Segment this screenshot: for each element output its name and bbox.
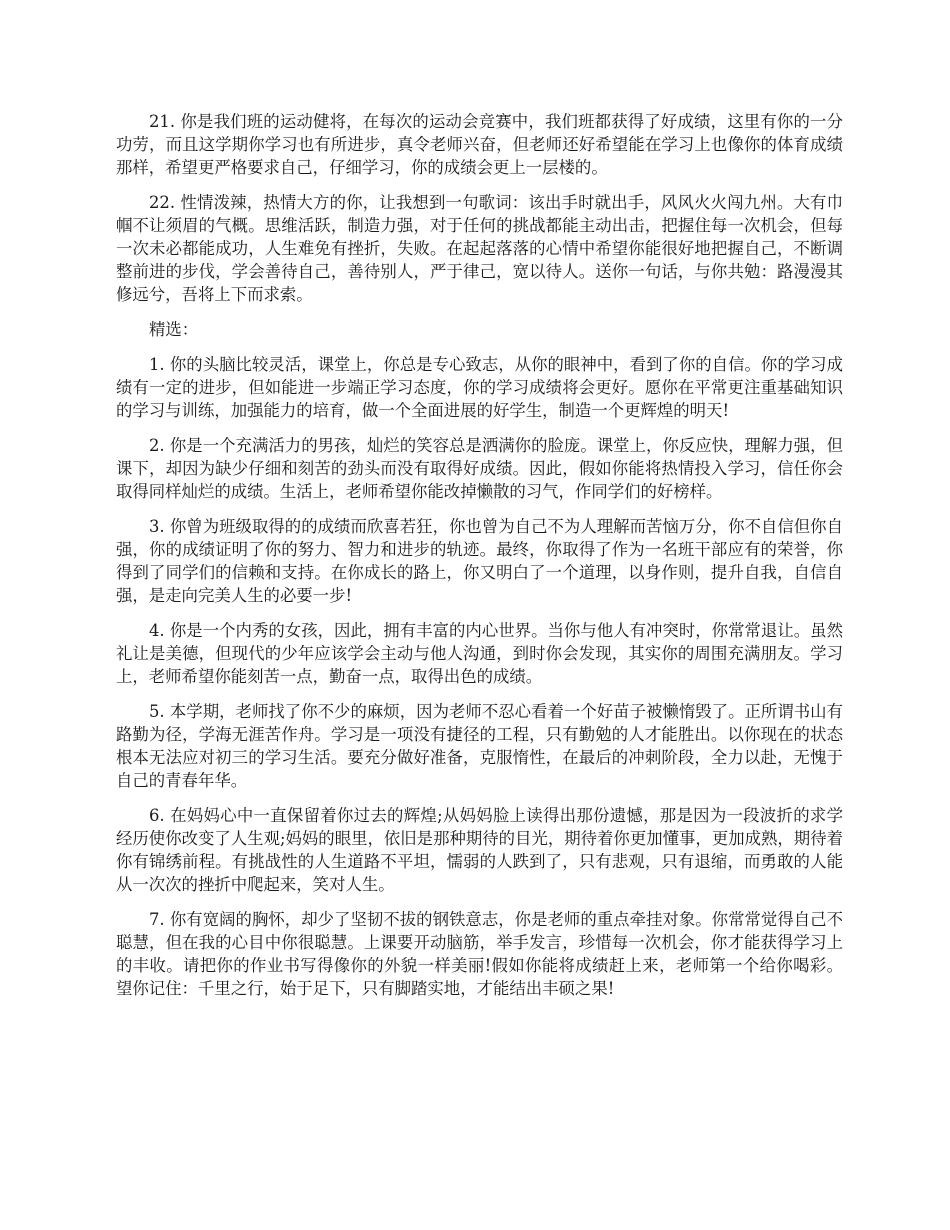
paragraph-selected-5: 5. 本学期，老师找了你不少的麻烦，因为老师不忍心看着一个好苗子被懒惰毁了。正所谓书山有路勤为径，学海无涯苦作舟。学习是一项没有捷径的工程，只有勤勉的人才能胜出。以你现在的状态根本无法应对初三的学习生活。要充分做好准备，克服惰性，在最后的冲刺阶段，全力以赴，无愧于自己的青春年华。 (116, 702, 843, 790)
paragraph-selected-2: 2. 你是一个充满活力的男孩，灿烂的笑容总是洒满你的脸庞。课堂上，你反应快，理解力强，但课下，却因为缺少仔细和刻苦的劲头而没有取得好成绩。因此，假如你能将热情投入学习，信任你会取得同样灿烂的成绩。生活上，老师希望你能改掉懒散的习气，作同学们的好榜样。 (116, 436, 843, 501)
paragraph-22: 22. 性情泼辣，热情大方的你，让我想到一句歌词：该出手时就出手，风风火火闯九州。大有巾帼不让须眉的气概。思维活跃，制造力强，对于任何的挑战都能主动出击，把握住每一次机会，但每一次未必都能成功，人生难免有挫折，失败。在起起落落的心情中希望你能很好地把握自己，不断调整前进的步伐，学会善待自己，善待别人，严于律己，宽以待人。送你一句话，与你共勉：路漫漫其修远兮，吾将上下而求索。 (116, 193, 843, 304)
paragraph-selected-7: 7. 你有宽阔的胸怀，却少了坚韧不拔的钢铁意志，你是老师的重点牵挂对象。你常常觉得自己不聪慧，但在我的心目中你很聪慧。上课要开动脑筋，举手发言，珍惜每一次机会，你才能获得学习上的丰收。请把你的作业书写得像你的外貌一样美丽!假如你能将成绩赶上来，老师第一个给你喝彩。望你记住：千里之行，始于足下，只有脚踏实地，才能结出丰硕之果! (116, 910, 843, 998)
paragraph-selected-3: 3. 你曾为班级取得的的成绩而欣喜若狂，你也曾为自己不为人理解而苦恼万分，你不自信但你自强，你的成绩证明了你的努力、智力和进步的轨迹。最终，你取得了作为一名班干部应有的荣誉，你得到了同学们的信赖和支持。在你成长的路上，你又明白了一个道理，以身作则，提升自我，自信自强，是走向完美人生的必要一步! (116, 517, 843, 605)
section-label-selected: 精选： (149, 320, 199, 339)
document-body (116, 110, 843, 1012)
paragraph-selected-1: 1. 你的头脑比较灵活，课堂上，你总是专心致志，从你的眼神中，看到了你的自信。你的学习成绩有一定的进步，但如能进一步端正学习态度，你的学习成绩将会更好。愿你在平常更注重基础知识的学习与训练，加强能力的培育，做一个全面进展的好学生，制造一个更辉煌的明天! (116, 355, 843, 420)
paragraph-selected-6: 6. 在妈妈心中一直保留着你过去的辉煌;从妈妈脸上读得出那份遗憾，那是因为一段波折的求学经历使你改变了人生观;妈妈的眼里，依旧是那种期待的目光，期待着你更加懂事，更加成熟，期待着你有锦绣前程。有挑战性的人生道路不平坦，懦弱的人跌到了，只有悲观，只有退缩，而勇敢的人能从一次次的挫折中爬起来，笑对人生。 (116, 806, 843, 894)
paragraph-selected-4: 4. 你是一个内秀的女孩，因此，拥有丰富的内心世界。当你与他人有冲突时，你常常退让。虽然礼让是美德，但现代的少年应该学会主动与他人沟通，到时你会发现，其实你的周围充满朋友。学习上，老师希望你能刻苦一点，勤奋一点，取得出色的成绩。 (116, 621, 843, 686)
paragraph-21: 21. 你是我们班的运动健将，在每次的运动会竞赛中，我们班都获得了好成绩，这里有你的一分功劳，而且这学期你学习也有所进步，真令老师兴奋，但老师还好希望能在学习上也像你的体育成绩那样，希望更严格要求自己，仔细学习，你的成绩会更上一层楼的。 (116, 112, 843, 177)
